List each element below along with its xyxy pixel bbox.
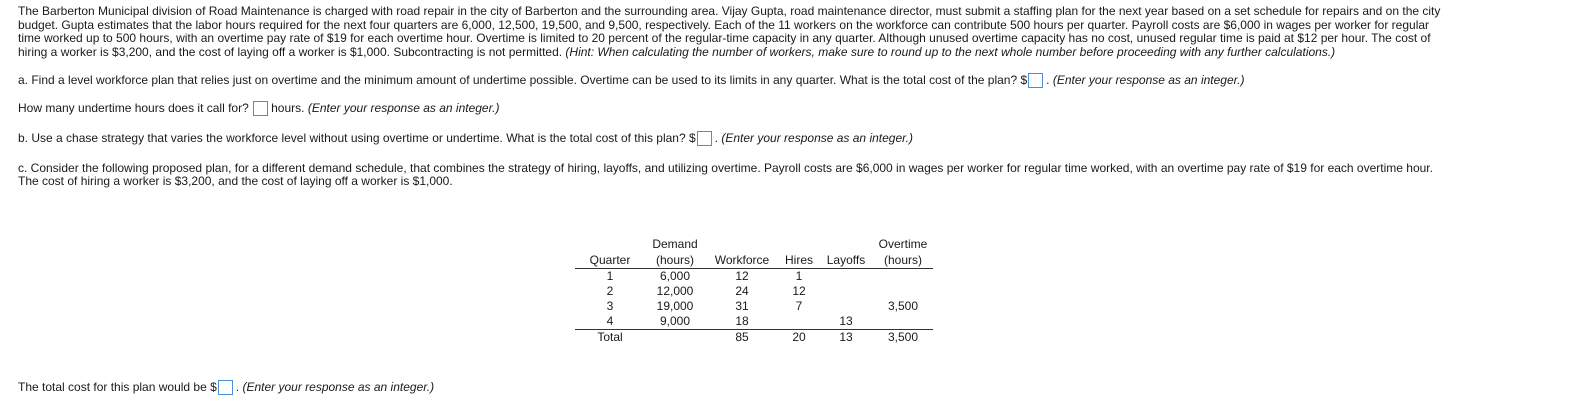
table-header-row-top [575, 236, 933, 252]
cell-layoffs [819, 284, 873, 299]
header-overtime-bottom: (hours) [873, 252, 933, 269]
cell-overtime [873, 314, 933, 330]
cell-total-label: Total [575, 330, 645, 346]
cell-demand: 6,000 [659, 269, 691, 283]
cell-hires [779, 314, 819, 330]
part-c-line-1: c. Consider the following proposed plan, for a different demand schedule, that combines the strategy of hiring, layoffs, and utilizing overtime. Payroll costs are $6,000 in wages per worker for regular time worked, with an overtime pay rate of $19 for each overtime hour. [18, 160, 1433, 175]
problem-last-line: hiring a worker is $3,200, and the cost of laying off a worker is $1,000. Subcontracting is not permitted. [18, 45, 563, 60]
final-note: (Enter your response as an integer.) [242, 380, 435, 394]
table-total-row [575, 330, 933, 346]
cell-workforce: 18 [735, 314, 749, 328]
part-c-line-2: The cost of hiring a worker is $3,200, and the cost of laying off a worker is $1,000. [18, 174, 453, 189]
part-c-question [18, 162, 1553, 189]
final-total-cost-input[interactable] [218, 380, 233, 395]
cell-total-demand [645, 330, 705, 346]
part-a-note: (Enter your response as an integer.) [1052, 72, 1245, 87]
cell-layoffs: 13 [839, 314, 853, 328]
cell-overtime: 3,500 [887, 299, 919, 313]
cell-quarter: 2 [606, 284, 614, 298]
part-a-total-cost-input[interactable] [1028, 73, 1043, 88]
part-a-undertime-question [18, 101, 1553, 116]
part-a-question [18, 73, 1553, 88]
cell-total-hires: 20 [779, 330, 819, 346]
problem-hint: (Hint: When calculating the number of workers, make sure to round up to the next whole number before proceeding with any further calculations.) [565, 45, 1336, 60]
cell-workforce: 24 [735, 284, 749, 298]
part-a-undertime-text: How many undertime hours does it call for? [18, 100, 249, 115]
part-b-total-cost-input[interactable] [697, 131, 712, 146]
cell-total-layoffs: 13 [819, 330, 873, 346]
part-a-period: . [1046, 72, 1050, 87]
final-text: The total cost for this plan would be $ [18, 380, 217, 394]
cell-total-overtime: 3,500 [873, 330, 933, 346]
table-row [575, 284, 933, 299]
problem-line-1: The Barberton Municipal division of Road Maintenance is charged with road repair in the city of Barberton and the surrounding area. Vijay Gupta, road maintenance director, must submit a staffing plan for the next year based on a set schedule for repairs and on the city [18, 4, 1441, 18]
cell-total-workforce: 85 [705, 330, 779, 346]
table-row [575, 269, 933, 285]
part-b-period: . [714, 130, 719, 145]
cell-workforce: 31 [735, 299, 749, 313]
header-demand-top: Demand [652, 237, 698, 251]
part-a-undertime-note: (Enter your response as an integer.) [307, 100, 500, 115]
header-demand-bottom: (hours) [645, 252, 705, 269]
cell-demand: 19,000 [656, 299, 694, 313]
cell-hires: 12 [792, 284, 806, 298]
cell-quarter: 4 [606, 314, 614, 328]
cell-overtime [873, 269, 933, 285]
cell-quarter: 1 [606, 269, 614, 283]
cell-workforce: 12 [735, 269, 749, 283]
header-quarter: Quarter [575, 252, 645, 269]
cell-layoffs [819, 269, 873, 285]
cell-demand: 9,000 [659, 314, 691, 328]
part-b-note: (Enter your response as an integer.) [721, 130, 914, 145]
problem-line-2: budget. Gupta estimates that the labor hours required for the next four quarters are 6,000, 12,500, 19,500, and 9,500, respectively. Each of the 11 workers on the workforce can contribute 500 hours per quarter. Payroll costs are $6,000 in wages per worker for regular [18, 17, 1430, 32]
header-layoffs: Layoffs [819, 252, 873, 269]
problem-container [0, 0, 1571, 189]
part-a-text: a. Find a level workforce plan that relies just on overtime and the minimum amount of undertime possible. Overtime can be used to its limits in any quarter. What is the total cost of the plan? $ [18, 72, 1028, 87]
problem-line-3: time worked up to 500 hours, with an overtime pay rate of $19 for each overtime hour. Overtime is limited to 20 percent of the regular-time capacity in any quarter. Although unused overtime capacity has no cost, unused regular time is paid at $12 per hour. The cost of [18, 31, 1431, 46]
header-workforce: Workforce [705, 252, 779, 269]
cell-quarter: 3 [606, 299, 614, 313]
final-question [18, 380, 434, 395]
final-period: . [235, 380, 240, 394]
header-hires: Hires [779, 252, 819, 269]
cell-hires: 1 [795, 269, 803, 283]
part-b-question [18, 131, 1553, 146]
part-a-undertime-suffix: hours. [271, 100, 305, 115]
part-b-text: b. Use a chase strategy that varies the workforce level without using overtime or undertime. What is the total cost of this plan? $ [18, 130, 696, 145]
cell-demand: 12,000 [656, 284, 694, 298]
table-row [575, 299, 933, 314]
header-overtime-top: Overtime [878, 237, 928, 251]
cell-hires: 7 [795, 299, 803, 313]
table-header-row-bottom [575, 252, 933, 269]
part-a-undertime-input[interactable] [253, 101, 268, 116]
problem-line-4 [18, 46, 1553, 60]
problem-statement [18, 5, 1553, 60]
table-row [575, 314, 933, 330]
plan-table-container [575, 236, 933, 345]
plan-table [575, 236, 933, 345]
cell-layoffs [819, 299, 873, 314]
cell-overtime [873, 284, 933, 299]
